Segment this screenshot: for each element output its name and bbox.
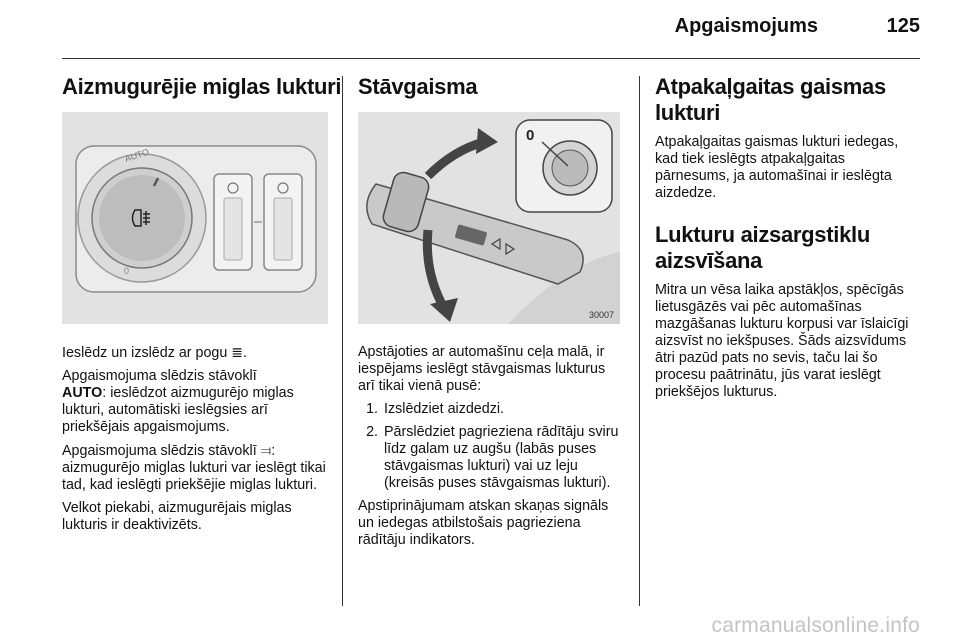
- paragraph-low-beam-mode: Apgaismojuma slēdzis stāvoklī ⫤: aizmugurējo miglas lukturi var ieslēgt tikai tad, kad ieslēgti priekšējie miglas lukturi.: [62, 442, 326, 493]
- parking-steps-list: [358, 401, 624, 492]
- section-title-reverse-lights: Atpakaļgaitas gaismas lukturi: [655, 74, 886, 125]
- turn-signal-lever-illustration: [358, 112, 620, 324]
- column-reverse-and-fogging: [655, 74, 920, 407]
- column-divider-2: [639, 76, 640, 606]
- header-rule: [62, 58, 920, 59]
- page-number: 125: [886, 15, 920, 37]
- paragraph-trailer: Velkot piekabi, aizmugurējais miglas lukturis ir deaktivizēts.: [62, 500, 292, 533]
- paragraph-lens-fogging: Mitra un vēsa laika apstākļos, spēcīgās lietusgāzēs vai pēc automašīnas mazgāšanas lukturu korpusi var īslaicīgi aizsvīst no iekšpuses. Šāds aizsvīdums ātri pazūd pats no sevis, taču lai šo procesu paātrinātu, jūs varat ieslēgt priekšējos lukturus.: [655, 282, 909, 400]
- watermark: carmanualsonline.info: [711, 614, 920, 637]
- light-switch-illustration: [62, 112, 328, 324]
- list-item: 1. Izslēdziet aizdedzi.: [382, 401, 624, 418]
- paragraph-fog-toggle: Ieslēdz un izslēdz ar pogu ≣.: [62, 344, 247, 361]
- section-title-parking: Stāvgaisma: [358, 74, 478, 99]
- column-parking-lights: [358, 74, 624, 555]
- column-divider-1: [342, 76, 343, 606]
- auto-keyword: AUTO: [62, 385, 103, 401]
- low-beam-icon: ⫤: [260, 442, 272, 458]
- column-rear-fog-lights: [62, 74, 342, 540]
- figure-number: 30007: [588, 310, 614, 320]
- paragraph-parking-intro: Apstājoties ar automašīnu ceļa malā, ir iespējams ieslēgt stāvgaismas lukturus arī tikai vienā pusē:: [358, 344, 606, 394]
- paragraph-reverse-lights: Atpakaļgaitas gaismas lukturi iedegas, kad tiek ieslēgts atpakaļgaitas pārnesums, ja automašīnai ir ieslēgta aizdedze.: [655, 134, 899, 201]
- page-header-title: Apgaismojums: [674, 15, 818, 37]
- dial-label-auto: AUTO: [123, 146, 151, 164]
- list-item: 2. Pārslēdziet pagrieziena rādītāju sviru līdz galam uz augšu (labās puses stāvgaismas lukturi) vai uz leju (kreisās puses stāvgaismas lukturi).: [382, 424, 624, 492]
- rear-fog-light-icon: ≣: [231, 344, 244, 360]
- turn-signal-drawing: [358, 112, 620, 324]
- light-switch-drawing: [62, 112, 328, 324]
- section-title-lens-fogging: Lukturu aizsargstiklu aizsvīšana: [655, 222, 870, 273]
- dial-label-zero: 0: [124, 266, 130, 276]
- paragraph-auto-mode: Apgaismojuma slēdzis stāvoklī AUTO: ieslēdzot aizmugurējo miglas lukturi, automātiski ieslēgsies arī priekšējais apgaismojums.: [62, 368, 294, 435]
- paragraph-parking-confirm: Apstiprinājumam atskan skaņas signāls un iedegas atbilstošais pagrieziena rādītāju indikators.: [358, 498, 609, 548]
- inset-switch-position-label: 0: [526, 127, 535, 144]
- section-title-rear-fog: Aizmugurējie miglas lukturi: [62, 74, 342, 99]
